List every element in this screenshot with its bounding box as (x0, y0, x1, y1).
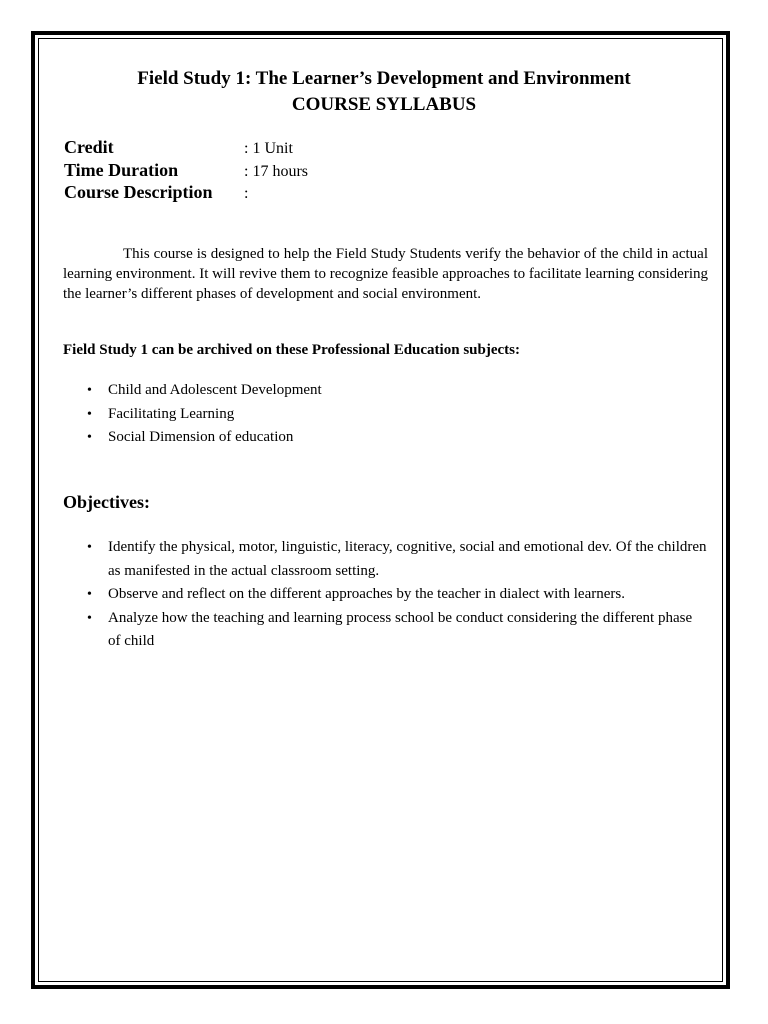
list-item-text: Facilitating Learning (108, 405, 235, 422)
list-item-text: Identify the physical, motor, linguistic, literacy, cognitive, social and emotional dev. Of the children as manifested in the actual classroom setting. (108, 539, 707, 579)
meta-value: : 17 hours (244, 162, 308, 180)
bullet-icon: • (87, 540, 92, 555)
list-item (63, 379, 708, 403)
bullet-icon: • (87, 610, 92, 626)
meta-row-duration (64, 160, 308, 183)
document-subtitle: COURSE SYLLABUS (291, 94, 477, 115)
list-item (63, 536, 708, 583)
list-item-text: Analyze how the teaching and learning process school be conduct considering the different phase of child (108, 609, 693, 649)
meta-value: : (244, 185, 249, 202)
meta-key: Time Duration (64, 159, 179, 180)
objectives-heading: Objectives: (63, 492, 150, 512)
meta-row-credit (64, 137, 308, 160)
bullet-icon: • (87, 383, 92, 398)
list-item-text: Observe and reflect on the different approaches by the teacher in dialect with learners. (108, 586, 625, 602)
document-title: Field Study 1: The Learner’s Development and Environment (137, 68, 631, 89)
meta-key: Credit (64, 137, 114, 157)
bullet-icon: • (87, 406, 92, 422)
objectives-list (63, 536, 708, 654)
course-description-paragraph (63, 244, 708, 304)
bullet-icon: • (87, 587, 92, 602)
meta-row-description (64, 182, 308, 205)
list-item (63, 607, 708, 654)
list-item (63, 583, 708, 607)
list-item-text: Social Dimension of education (108, 429, 294, 445)
list-item (63, 403, 708, 427)
course-description-text: This course is designed to help the Field Study Students verify the behavior of the child in actual learning environment. It will revive them to recognize feasible approaches to facilitate learning considering the learner’s different phases of development and social environment. (63, 246, 708, 302)
course-meta (64, 137, 308, 205)
list-item (63, 426, 708, 450)
meta-value: : 1 Unit (244, 140, 293, 157)
bullet-icon: • (87, 430, 92, 445)
subjects-list (63, 379, 708, 450)
subjects-heading: Field Study 1 can be archived on these Professional Education subjects: (63, 342, 520, 358)
meta-key: Course Description (64, 182, 213, 202)
list-item-text: Child and Adolescent Development (108, 382, 322, 398)
